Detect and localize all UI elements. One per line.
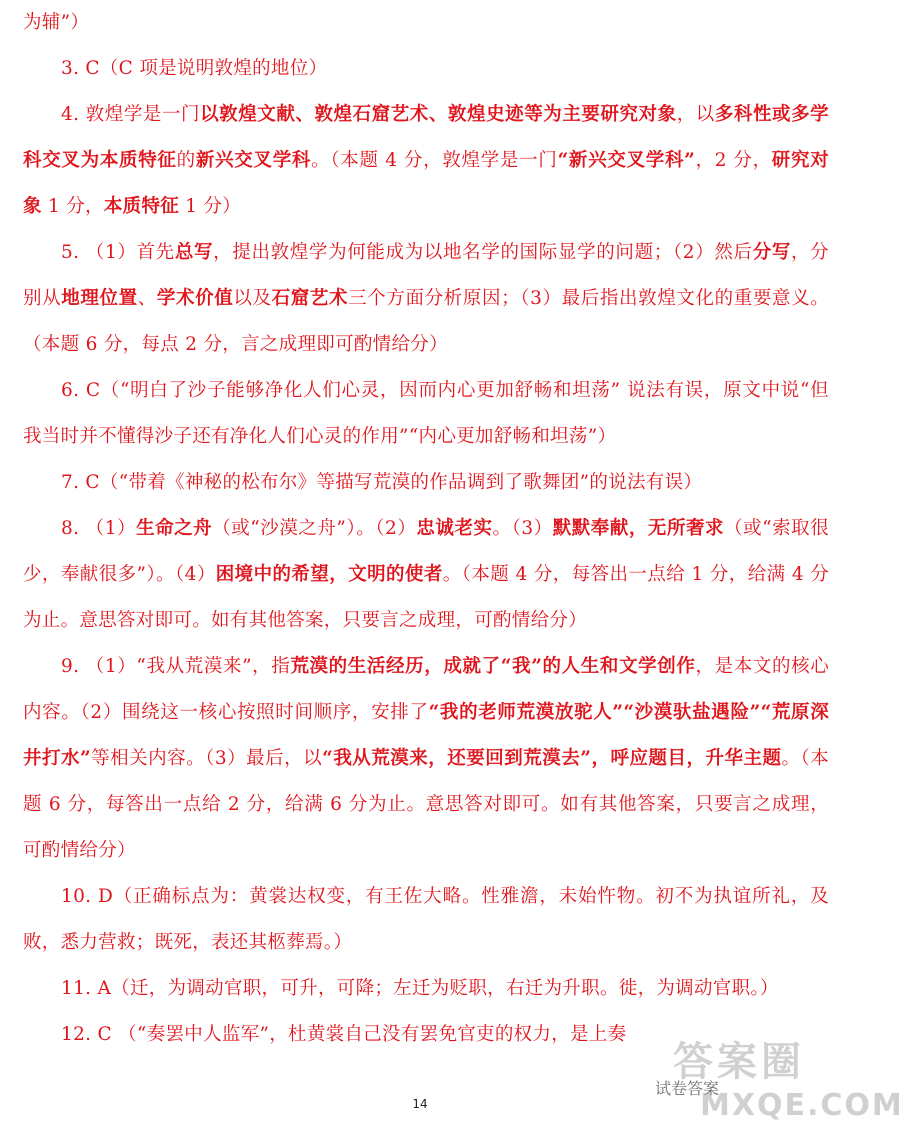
text-run: ，分别从 [23, 242, 829, 309]
text-run: 。（本题 4 分，每答出一点给 1 分，给满 4 分为止。意思答对即可。如有其他答案，只要言之成理，可酌情给分） [23, 564, 829, 631]
text-run: ，是本文的核心内容。（2）围绕这一核心按照时间顺序，安排了 [23, 656, 829, 723]
text-run: 的 [176, 150, 196, 171]
bold-key-phrase: 困境中的希望，文明的使者 [215, 564, 443, 585]
bold-key-phrase: 石窟艺术 [271, 288, 349, 309]
text-run: 9. （1）“我从荒漠来”，指 [61, 656, 291, 677]
answer-paragraph [23, 368, 829, 460]
text-run: ，2 分， [695, 150, 772, 171]
text-run: ，提出敦煌学为何能成为以地名学的国际显学的问题；（2）然后 [213, 242, 753, 263]
text-run: 、 [137, 288, 157, 309]
bold-key-phrase: 忠诚老实 [416, 518, 493, 539]
text-run: 12. C （“奏罢中人监军”，杜黄裳自己没有罢免官吏的权力，是上奏 [61, 1024, 627, 1045]
document-body [23, 0, 829, 1058]
bold-key-phrase: 默默奉献，无所奢求 [552, 518, 725, 539]
bold-key-phrase: 本质特征 [103, 196, 180, 217]
answer-paragraph [23, 506, 829, 644]
answer-paragraph [23, 1012, 829, 1058]
bold-key-phrase: 总写 [174, 242, 214, 263]
text-run: 以及 [233, 288, 272, 309]
text-run: 10. D（正确标点为：黄裳达权变，有王佐大略。性雅澹，未始忤物。初不为执谊所礼，及败，悉力营救；既死，表还其柩葬焉。） [23, 886, 829, 953]
answer-paragraph [23, 460, 829, 506]
bold-key-phrase: 分写 [752, 242, 792, 263]
bold-key-phrase: 学术价值 [156, 288, 234, 309]
text-run: 8. （1） [61, 518, 137, 539]
text-run: （或“沙漠之舟”）。（2） [212, 518, 417, 539]
bold-key-phrase: 以敦煌文献、敦煌石窟艺术、敦煌史迹等为主要研究对象 [200, 104, 677, 125]
answer-paragraph [23, 874, 829, 966]
bold-key-phrase: 多科性或多学科交叉为本质特征 [23, 104, 829, 171]
text-run: 为辅”） [23, 12, 90, 33]
bold-key-phrase: 生命之舟 [136, 518, 213, 539]
text-run: 1 分） [179, 196, 242, 217]
answer-paragraph [23, 46, 829, 92]
bold-key-phrase: “我的老师荒漠放驼人”“沙漠驮盐遇险”“荒原深井打水” [23, 702, 830, 769]
bold-key-phrase: “新兴交叉学科” [557, 150, 696, 171]
answer-paragraph [23, 966, 829, 1012]
answer-paragraph [23, 230, 829, 368]
answer-paragraph [23, 0, 829, 46]
watermark-main-text: 答案圈 [673, 1039, 805, 1085]
text-run: 。（本题 4 分，敦煌学是一门 [311, 150, 558, 171]
text-run: （或“索取很少，奉献很多”）。（4） [23, 518, 830, 585]
watermark-url-text: MXQE.COM [700, 1088, 904, 1123]
answer-paragraph [23, 644, 829, 874]
bold-key-phrase: 新兴交叉学科 [195, 150, 312, 171]
text-run: 。（本题 6 分，每答出一点给 2 分，给满 6 分为止。意思答对即可。如有其他答案，只要言之成理，可酌情给分） [23, 748, 830, 861]
text-run: 7. C（“带着《神秘的松布尔》等描写荒漠的作品调到了歌舞团”的说法有误） [61, 472, 703, 493]
text-run: 等相关内容。（3）最后，以 [90, 748, 323, 769]
bold-key-phrase: 荒漠的生活经历，成就了“我”的人生和文学创作 [290, 656, 696, 677]
bold-key-phrase: 地理位置 [61, 288, 138, 309]
answer-paragraph [23, 92, 829, 230]
text-run: 三个方面分析原因；（3）最后指出敦煌文化的重要意义。（本题 6 分，每点 2 分，言之成理即可酌情给分） [23, 288, 830, 355]
bold-key-phrase: 研究对象 [23, 150, 830, 217]
text-run: 。（3） [492, 518, 553, 539]
text-run: 11. A（迁，为调动官职，可升，可降；左迁为贬职，右迁为升职。徙，为调动官职。） [61, 978, 779, 999]
text-run: 3. C（C 项是说明敦煌的地位） [61, 58, 328, 79]
text-run: 4. 敦煌学是一门 [61, 104, 201, 125]
page-number: 14 [412, 1097, 428, 1111]
text-run: 1 分， [41, 196, 104, 217]
bold-key-phrase: “我从荒漠来，还要回到荒漠去”，呼应题目，升华主题 [322, 748, 782, 769]
watermark-tag-text: 试卷答案 [655, 1079, 720, 1098]
text-run: 5. （1）首先 [61, 242, 175, 263]
text-run: 6. C（“明白了沙子能够净化人们心灵，因而内心更加舒畅和坦荡” 说法有误，原文中说“但我当时并不懂得沙子还有净化人们心灵的作用”“内心更加舒畅和坦荡”） [23, 380, 829, 447]
text-run: ，以 [676, 104, 715, 125]
